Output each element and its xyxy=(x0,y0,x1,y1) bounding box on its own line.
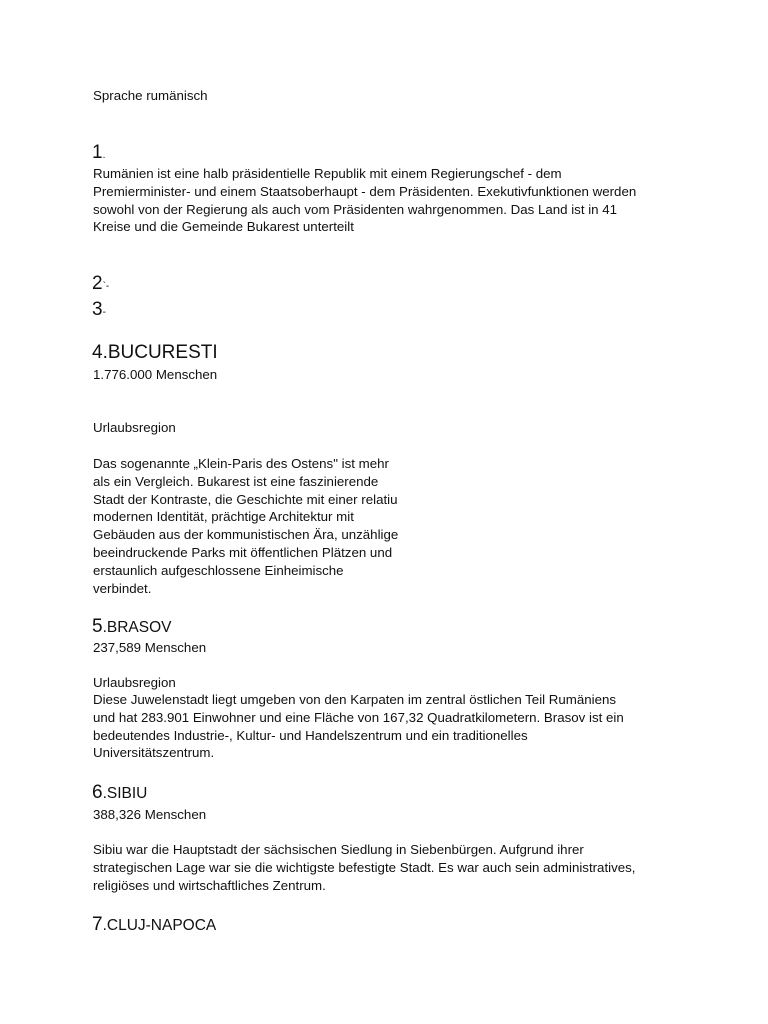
section-4-population: 1.776.000 Menschen xyxy=(93,367,218,382)
section-6-text: Sibiu war die Hauptstadt der sächsischen Siedlung in Siebenbürgen. Aufgrund ihrer strategischen Lage war sie die wichtigste befestigte Stadt. Es war auch sein administratives, religiöses und wirtschaftliches Zentrum. xyxy=(93,842,636,893)
section-4-heading: 4.BUCURESTI xyxy=(92,342,218,363)
section-3-number: 3- xyxy=(92,299,106,320)
section-5-text: Diese Juwelenstadt liegt umgeben von den Karpaten im zentral östlichen Teil Rumäniens und hat 283.901 Einwohner und eine Fläche von 167,32 Quadratkilometern. Brasov ist ein bedeutendes Industrie-, Kultur- und Handelszentrum und ein traditionelles Universitätszentrum. xyxy=(93,692,624,761)
section-7-heading: 7.CLUJ-NAPOCA xyxy=(92,914,217,935)
section-4-region: Urlaubsregion xyxy=(93,420,176,435)
section-5-heading: 5.BRASOV xyxy=(92,616,172,637)
section-5-region: Urlaubsregion xyxy=(93,675,176,690)
section-2-number: 2`- xyxy=(92,273,110,294)
language-line: Sprache rumänisch xyxy=(93,88,208,103)
section-6-heading: 6.SIBIU xyxy=(92,782,148,803)
section-1-number: 1. xyxy=(92,142,106,163)
section-1-text: Rumänien ist eine halb präsidentielle Republik mit einem Regierungschef - dem Premierminister- und einem Staatsoberhaupt - dem Präsidenten. Exekutivfunktionen werden sowohl von der Regierung als auch vom Präsidenten wahrgenommen. Das Land ist in 41 Kreise und die Gemeinde Bukarest unterteilt xyxy=(93,166,637,235)
section-4-text: Das sogenannte „Klein-Paris des Ostens" ist mehr als ein Vergleich. Bukarest ist eine faszinierende Stadt der Kontraste, die Geschichte mit einer relatiu modernen Identität, prächtige Architektur mit Gebäuden aus der kommunistischen Ära, unzählige beeindruckende Parks mit öffentlichen Plätzen und erstaunlich aufgeschlossene Einheimische verbindet. xyxy=(93,456,399,596)
section-5-population: 237,589 Menschen xyxy=(93,640,207,655)
section-6-population: 388,326 Menschen xyxy=(93,807,207,822)
